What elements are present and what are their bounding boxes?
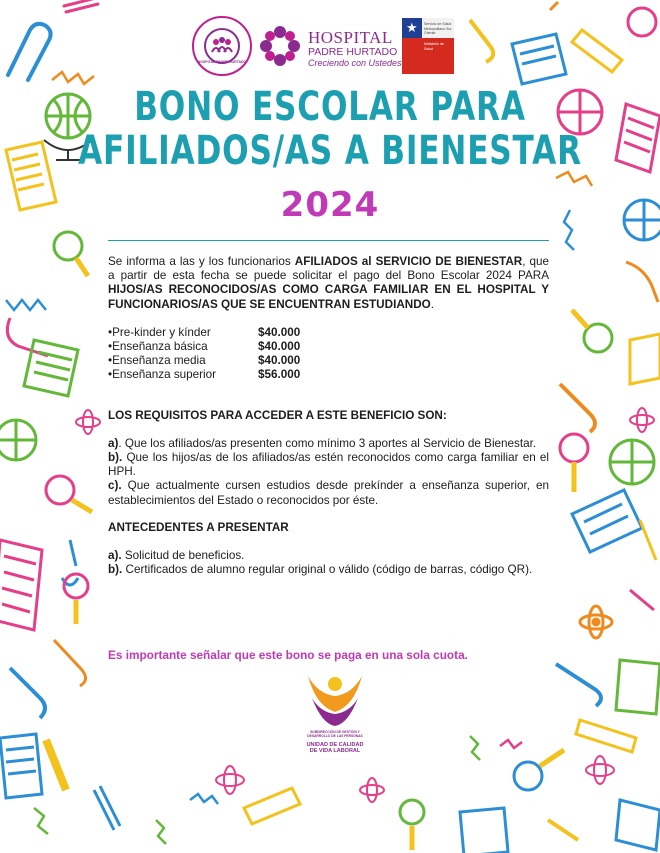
squiggle-icon xyxy=(190,794,218,804)
documents-heading: ANTECEDENTES A PRESENTAR xyxy=(108,520,289,534)
ruler-icon xyxy=(24,340,78,396)
item-key: a) xyxy=(108,436,119,450)
list-item xyxy=(108,437,549,451)
atom-icon xyxy=(580,606,612,638)
amount-label: • Enseñanza superior xyxy=(108,368,258,382)
paperclip-icon xyxy=(626,262,658,302)
item-key: a). xyxy=(108,548,122,562)
magnifier-icon xyxy=(46,476,92,512)
header-logos xyxy=(0,14,660,76)
book-icon xyxy=(460,808,508,853)
unit-line-1: UNIDAD DE CALIDAD xyxy=(306,742,364,748)
item-text: . Que los afiliados/as presenten como mínimo 3 aportes al Servicio de Bienestar. xyxy=(118,436,537,450)
documents-list xyxy=(108,549,549,577)
person-figure-icon xyxy=(300,672,370,730)
magnifier-icon xyxy=(572,310,612,352)
intro-text-3: . xyxy=(430,297,434,311)
pencil-icon xyxy=(94,786,120,830)
paperclip-icon xyxy=(548,820,578,840)
amount-value: $56.000 xyxy=(258,368,301,382)
zigzag-icon xyxy=(556,172,592,186)
intro-bold-2: HIJOS/AS RECONOCIDOS/AS COMO CARGA FAMILIAR EN EL HOSPITAL Y FUNCIONARIOS/AS QUE SE ENCUENTRAN ESTUDIANDO xyxy=(108,283,549,311)
squiggle-icon xyxy=(156,820,166,844)
ruler-icon xyxy=(46,740,66,790)
intro-paragraph xyxy=(108,255,549,312)
requirements-list xyxy=(108,437,549,508)
main-content xyxy=(108,255,549,577)
atom-icon xyxy=(586,756,614,784)
magnifier-icon xyxy=(64,574,88,624)
atom-icon xyxy=(630,408,654,432)
star-icon: ★ xyxy=(406,20,418,35)
paperclip-icon xyxy=(630,590,654,610)
item-text: Solicitud de beneficios. xyxy=(121,548,245,562)
squiggle-icon xyxy=(34,808,48,834)
unit-line-2: DE VIDA LABORAL xyxy=(309,748,361,754)
zigzag-icon xyxy=(6,300,46,310)
paperclip-icon xyxy=(54,640,86,686)
amount-value: $40.000 xyxy=(258,354,301,368)
hospital-logo xyxy=(258,22,402,72)
globe-icon xyxy=(0,420,36,460)
item-key: b). xyxy=(108,450,123,464)
hospital-name: HOSPITAL xyxy=(308,28,393,47)
seal-text: HOSPITAL PADRE HURTADO xyxy=(197,60,247,64)
hospital-flower-icon xyxy=(258,24,302,68)
paperclip-icon xyxy=(556,664,601,706)
title-year: 2024 xyxy=(280,185,380,225)
globe-icon xyxy=(610,440,654,484)
book-icon xyxy=(616,800,660,850)
ruler-icon xyxy=(244,788,300,824)
book-icon xyxy=(616,660,660,714)
book-icon xyxy=(0,540,42,630)
item-text: Que actualmente cursen estudios desde prekínder a enseñanza superior, en establecimientos del Estado o reconocidos por éste. xyxy=(108,479,549,507)
book-icon xyxy=(630,334,660,384)
gov-bottom-text: Ministerio de Salud xyxy=(424,42,444,51)
amount-value: $40.000 xyxy=(258,325,301,339)
list-item xyxy=(108,354,549,368)
pencil-icon xyxy=(640,520,656,560)
quality-of-life-unit-logo xyxy=(300,672,370,764)
government-logo xyxy=(402,18,454,74)
divider xyxy=(108,240,549,241)
amount-value: $40.000 xyxy=(258,340,301,353)
gov-top-text: Servicio de Salud Metropolitano Sur Oriente xyxy=(424,22,452,35)
list-item xyxy=(108,451,549,479)
magnifier-icon xyxy=(400,800,424,850)
paperclip-icon xyxy=(10,668,45,718)
book-icon xyxy=(572,490,642,552)
atom-icon xyxy=(360,778,384,802)
amount-label: • Enseñanza básica xyxy=(108,340,258,354)
magnifier-icon xyxy=(54,232,88,276)
book-icon xyxy=(616,104,660,172)
paperclip-icon xyxy=(560,384,595,432)
atom-icon xyxy=(216,766,244,794)
important-note: Es importante señalar que este bono se paga en una sola cuota. xyxy=(108,648,468,662)
list-item xyxy=(108,340,549,354)
list-item xyxy=(108,368,549,382)
pencil-icon xyxy=(550,2,558,10)
subdireccion-seal-logo xyxy=(192,16,252,76)
unit-small-text: SUBDIRECCIÓN DE GESTIÓN Y DESARROLLO DE LAS PERSONAS xyxy=(307,730,363,738)
item-key: b). xyxy=(108,563,123,577)
intro-text-2: , que a partir de esta fecha se puede solicitar el pago del Bono Escolar 2024 PARA xyxy=(108,255,549,283)
title-line-2: AFILIADOS/AS A BIENESTAR xyxy=(78,128,582,174)
item-text: Certificados de alumno regular original o válido (código de barras, código QR). xyxy=(122,563,533,577)
item-text: Que los hijos/as de los afiliados/as estén reconocidos como carga familiar en el HPH. xyxy=(108,450,549,479)
ruler-icon xyxy=(576,720,636,752)
amount-label: • Pre-kinder y kínder xyxy=(108,326,258,340)
hospital-subname: PADRE HURTADO xyxy=(308,46,398,58)
requirements-heading: LOS REQUISITOS PARA ACCEDER A ESTE BENEFICIO SON: xyxy=(108,408,447,422)
list-item xyxy=(108,563,549,577)
list-item xyxy=(108,479,549,507)
title-line-1: BONO ESCOLAR PARA xyxy=(134,84,526,130)
list-item xyxy=(108,549,549,563)
intro-bold-1: AFILIADOS al SERVICIO DE BIENESTAR xyxy=(294,255,523,268)
magnifier-icon xyxy=(560,434,588,492)
amount-label: • Enseñanza media xyxy=(108,354,258,368)
squiggle-icon xyxy=(500,740,522,748)
pencil-icon xyxy=(62,540,78,585)
squiggle-icon xyxy=(470,736,480,760)
people-icon xyxy=(204,28,240,64)
atom-icon xyxy=(76,410,100,434)
list-item xyxy=(108,326,549,340)
amount-list xyxy=(108,326,549,383)
pencil-icon xyxy=(64,0,98,12)
intro-text-1: Se informa a las y los funcionarios xyxy=(108,255,295,268)
item-key: c). xyxy=(108,479,122,493)
magnifier-icon xyxy=(514,750,564,790)
paperclip-icon xyxy=(7,318,48,356)
hospital-tagline: Creciendo con Ustedes xyxy=(308,58,402,68)
book-icon xyxy=(0,734,42,798)
